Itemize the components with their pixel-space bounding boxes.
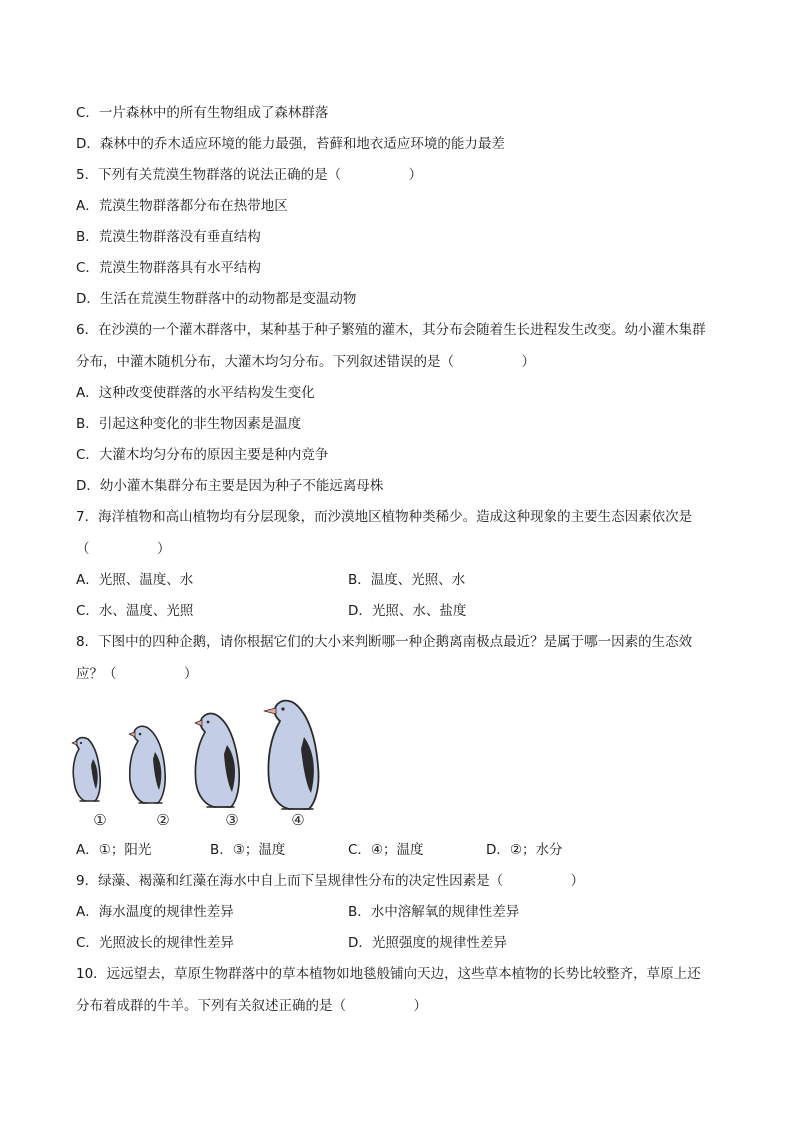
penguin-label-2: ② [156, 811, 170, 829]
q5-option-c: C．荒漠生物群落具有水平结构 [76, 260, 261, 276]
q6-option-c: C．大灌木均匀分布的原因主要是种内竞争 [76, 447, 329, 463]
q10-stem-line2: 分布着成群的牛羊。下列有关叙述正确的是（ ） [76, 998, 427, 1014]
q8-option-d: D．②；水分 [486, 842, 563, 858]
q5-option-b: B．荒漠生物群落没有垂直结构 [76, 229, 261, 245]
q5-option-d: D．生活在荒漠生物群落中的动物都是变温动物 [76, 291, 357, 307]
q8-option-b: B．③；温度 [210, 842, 286, 858]
q6-option-b: B．引起这种变化的非生物因素是温度 [76, 416, 302, 432]
q8-stem-line2: 应？（ ） [76, 666, 198, 682]
q4-option-c: C．一片森林中的所有生物组成了森林群落 [76, 105, 329, 121]
q10-stem-line1: 10．远远望去，草原生物群落中的草本植物如地毯般铺向天边，这些草本植物的长势比较整齐，草原上还 [76, 966, 701, 982]
q8-option-a: A．①；阳光 [76, 842, 152, 858]
q9-option-c: C．光照波长的规律性差异 [76, 935, 234, 951]
q9-stem: 9．绿藻、褐藻和红藻在海水中自上而下呈规律性分布的决定性因素是（ ） [76, 873, 585, 889]
q9-option-b: B．水中溶解氧的规律性差异 [348, 904, 520, 920]
q7-stem-line2: （ ） [76, 541, 171, 557]
penguin-label-1: ① [93, 811, 107, 829]
q8-stem-line1: 8．下图中的四种企鹅，请你根据它们的大小来判断哪一种企鹅离南极点最近？是属于哪一因素的生态效 [76, 634, 693, 650]
penguin-2 [129, 726, 165, 803]
q4-option-d: D．森林中的乔木适应环境的能力最强，苔藓和地衣适应环境的能力最差 [76, 136, 505, 152]
q5-stem: 5．下列有关荒漠生物群落的说法正确的是（ ） [76, 167, 423, 183]
q7-option-d: D．光照、水、盐度 [348, 603, 467, 619]
q7-option-c: C．水、温度、光照 [76, 603, 194, 619]
penguin-1 [72, 738, 100, 801]
q6-option-d: D．幼小灌木集群分布主要是因为种子不能远离母株 [76, 478, 384, 494]
penguin-label-3: ③ [225, 811, 239, 829]
penguins-figure [66, 697, 326, 832]
q8-option-c: C．④；温度 [348, 842, 424, 858]
q7-option-b: B．温度、光照、水 [348, 572, 466, 588]
penguin-3 [195, 714, 239, 807]
q7-stem-line1: 7．海洋植物和高山植物均有分层现象，而沙漠地区植物种类稀少。造成这种现象的主要生态因素依次是 [76, 509, 693, 525]
q6-stem-line1: 6．在沙漠的一个灌木群落中，某种基于种子繁殖的灌木，其分布会随着生长进程发生改变。幼小灌木集群 [76, 322, 706, 338]
q9-option-a: A．海水温度的规律性差异 [76, 904, 234, 920]
q5-option-a: A．荒漠生物群落都分布在热带地区 [76, 198, 288, 214]
q7-option-a: A．光照、温度、水 [76, 572, 194, 588]
q6-option-a: A．这种改变使群落的水平结构发生变化 [76, 385, 315, 401]
q9-option-d: D．光照强度的规律性差异 [348, 935, 507, 951]
q6-stem-line2: 分布，中灌木随机分布，大灌木均匀分布。下列叙述错误的是（ ） [76, 354, 535, 370]
penguin-4 [264, 701, 319, 809]
penguin-label-4: ④ [291, 811, 305, 829]
